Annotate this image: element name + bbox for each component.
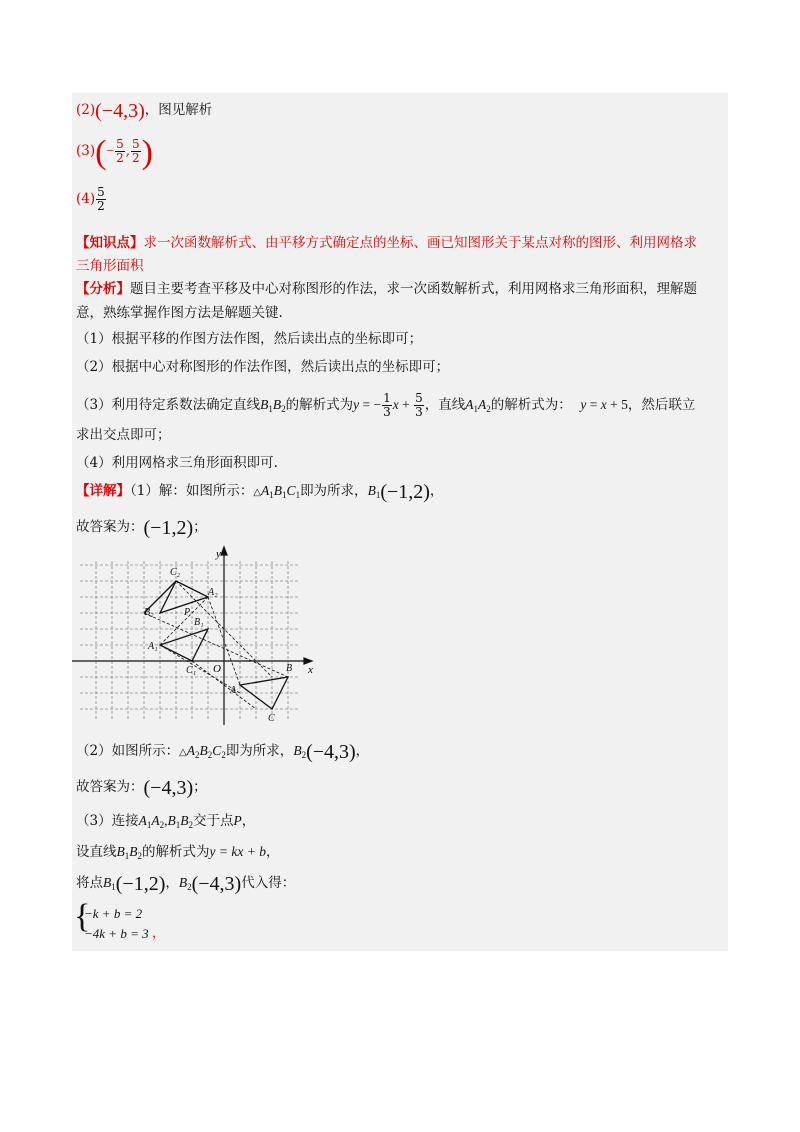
answer-line-2: 故答案为：(−4,3)； xyxy=(76,777,207,799)
label-c1: C₁ xyxy=(186,665,197,676)
coordinate-figure xyxy=(72,545,322,725)
label-b1: B₁ xyxy=(194,617,204,628)
label-b2: B₂ xyxy=(144,607,154,618)
detail-substitute: 将点$B_1(-1,2)$，$B_2(-4,3)$代入得： xyxy=(76,873,296,895)
analysis-heading: 【分析】题目主要考查平移及中心对称图形的作法，求一次函数解析式，利用网格求三角形面积，理解题 xyxy=(76,281,697,297)
analysis-step-3-cont: 求出交点即可； xyxy=(76,427,171,443)
knowledge-point-cont: 三角形面积 xyxy=(76,258,144,274)
answer-line-1: 故答案为：(−1,2)； xyxy=(76,517,207,539)
analysis-step-4: （4）利用网格求三角形面积即可. xyxy=(76,455,278,471)
answer-2: (2)(−4,3)，图见解析 xyxy=(76,100,213,122)
answer-3: (3)(− $\frac{5}{2}$ , $\frac{5}{2}$ ) xyxy=(76,134,153,171)
label-p: P xyxy=(184,607,191,618)
label-b: B xyxy=(286,663,293,674)
origin-label: O xyxy=(213,663,221,675)
label-c2: C₂ xyxy=(170,567,181,578)
x-axis-label: x xyxy=(308,664,313,676)
label-a1: A₁ xyxy=(148,641,158,652)
analysis-cont: 意，熟练掌握作图方法是解题关键. xyxy=(76,305,283,321)
detail-step-1: 【详解】（1）解：如图所示：$\triangle A_1B_1C_1$即为所求，$B_1(-1,2)$， xyxy=(76,481,444,503)
detail-step-2: （2）如图所示：$\triangle A_2B_2C_2$即为所求，$B_2(-4,3)$， xyxy=(76,741,370,763)
analysis-step-1: （1）根据平移的作图方法作图，然后读出点的坐标即可； xyxy=(76,331,423,347)
analysis-step-2: （2）根据中心对称图形的作法作图，然后读出点的坐标即可； xyxy=(76,359,450,375)
answer-4: (4) $\frac{5}{2}$ xyxy=(76,185,105,213)
label-a2: A₂ xyxy=(208,587,218,598)
label-c: C xyxy=(268,713,275,724)
label-a: A xyxy=(230,685,237,696)
detail-set-line: 设直线$B_1B_2$的解析式为y = kx + b， xyxy=(76,844,280,861)
knowledge-point: 【知识点】求一次函数解析式、由平移方式确定点的坐标、画已知图形关于某点对称的图形、利用网格求 xyxy=(76,235,697,251)
detail-step-3: （3）连接$A_1A_2,B_1B_2$交于点P， xyxy=(76,813,256,830)
grid-lines xyxy=(80,561,298,721)
y-axis-label: y xyxy=(216,548,221,560)
analysis-step-3: （3）利用待定系数法确定直线$B_1B_2$的解析式为y = − $\frac{1}{3}$ x + $\frac{5}{3}$ ，直线$A_1A_2$的解析式为： y = x + 5，然后联立 xyxy=(76,391,696,419)
